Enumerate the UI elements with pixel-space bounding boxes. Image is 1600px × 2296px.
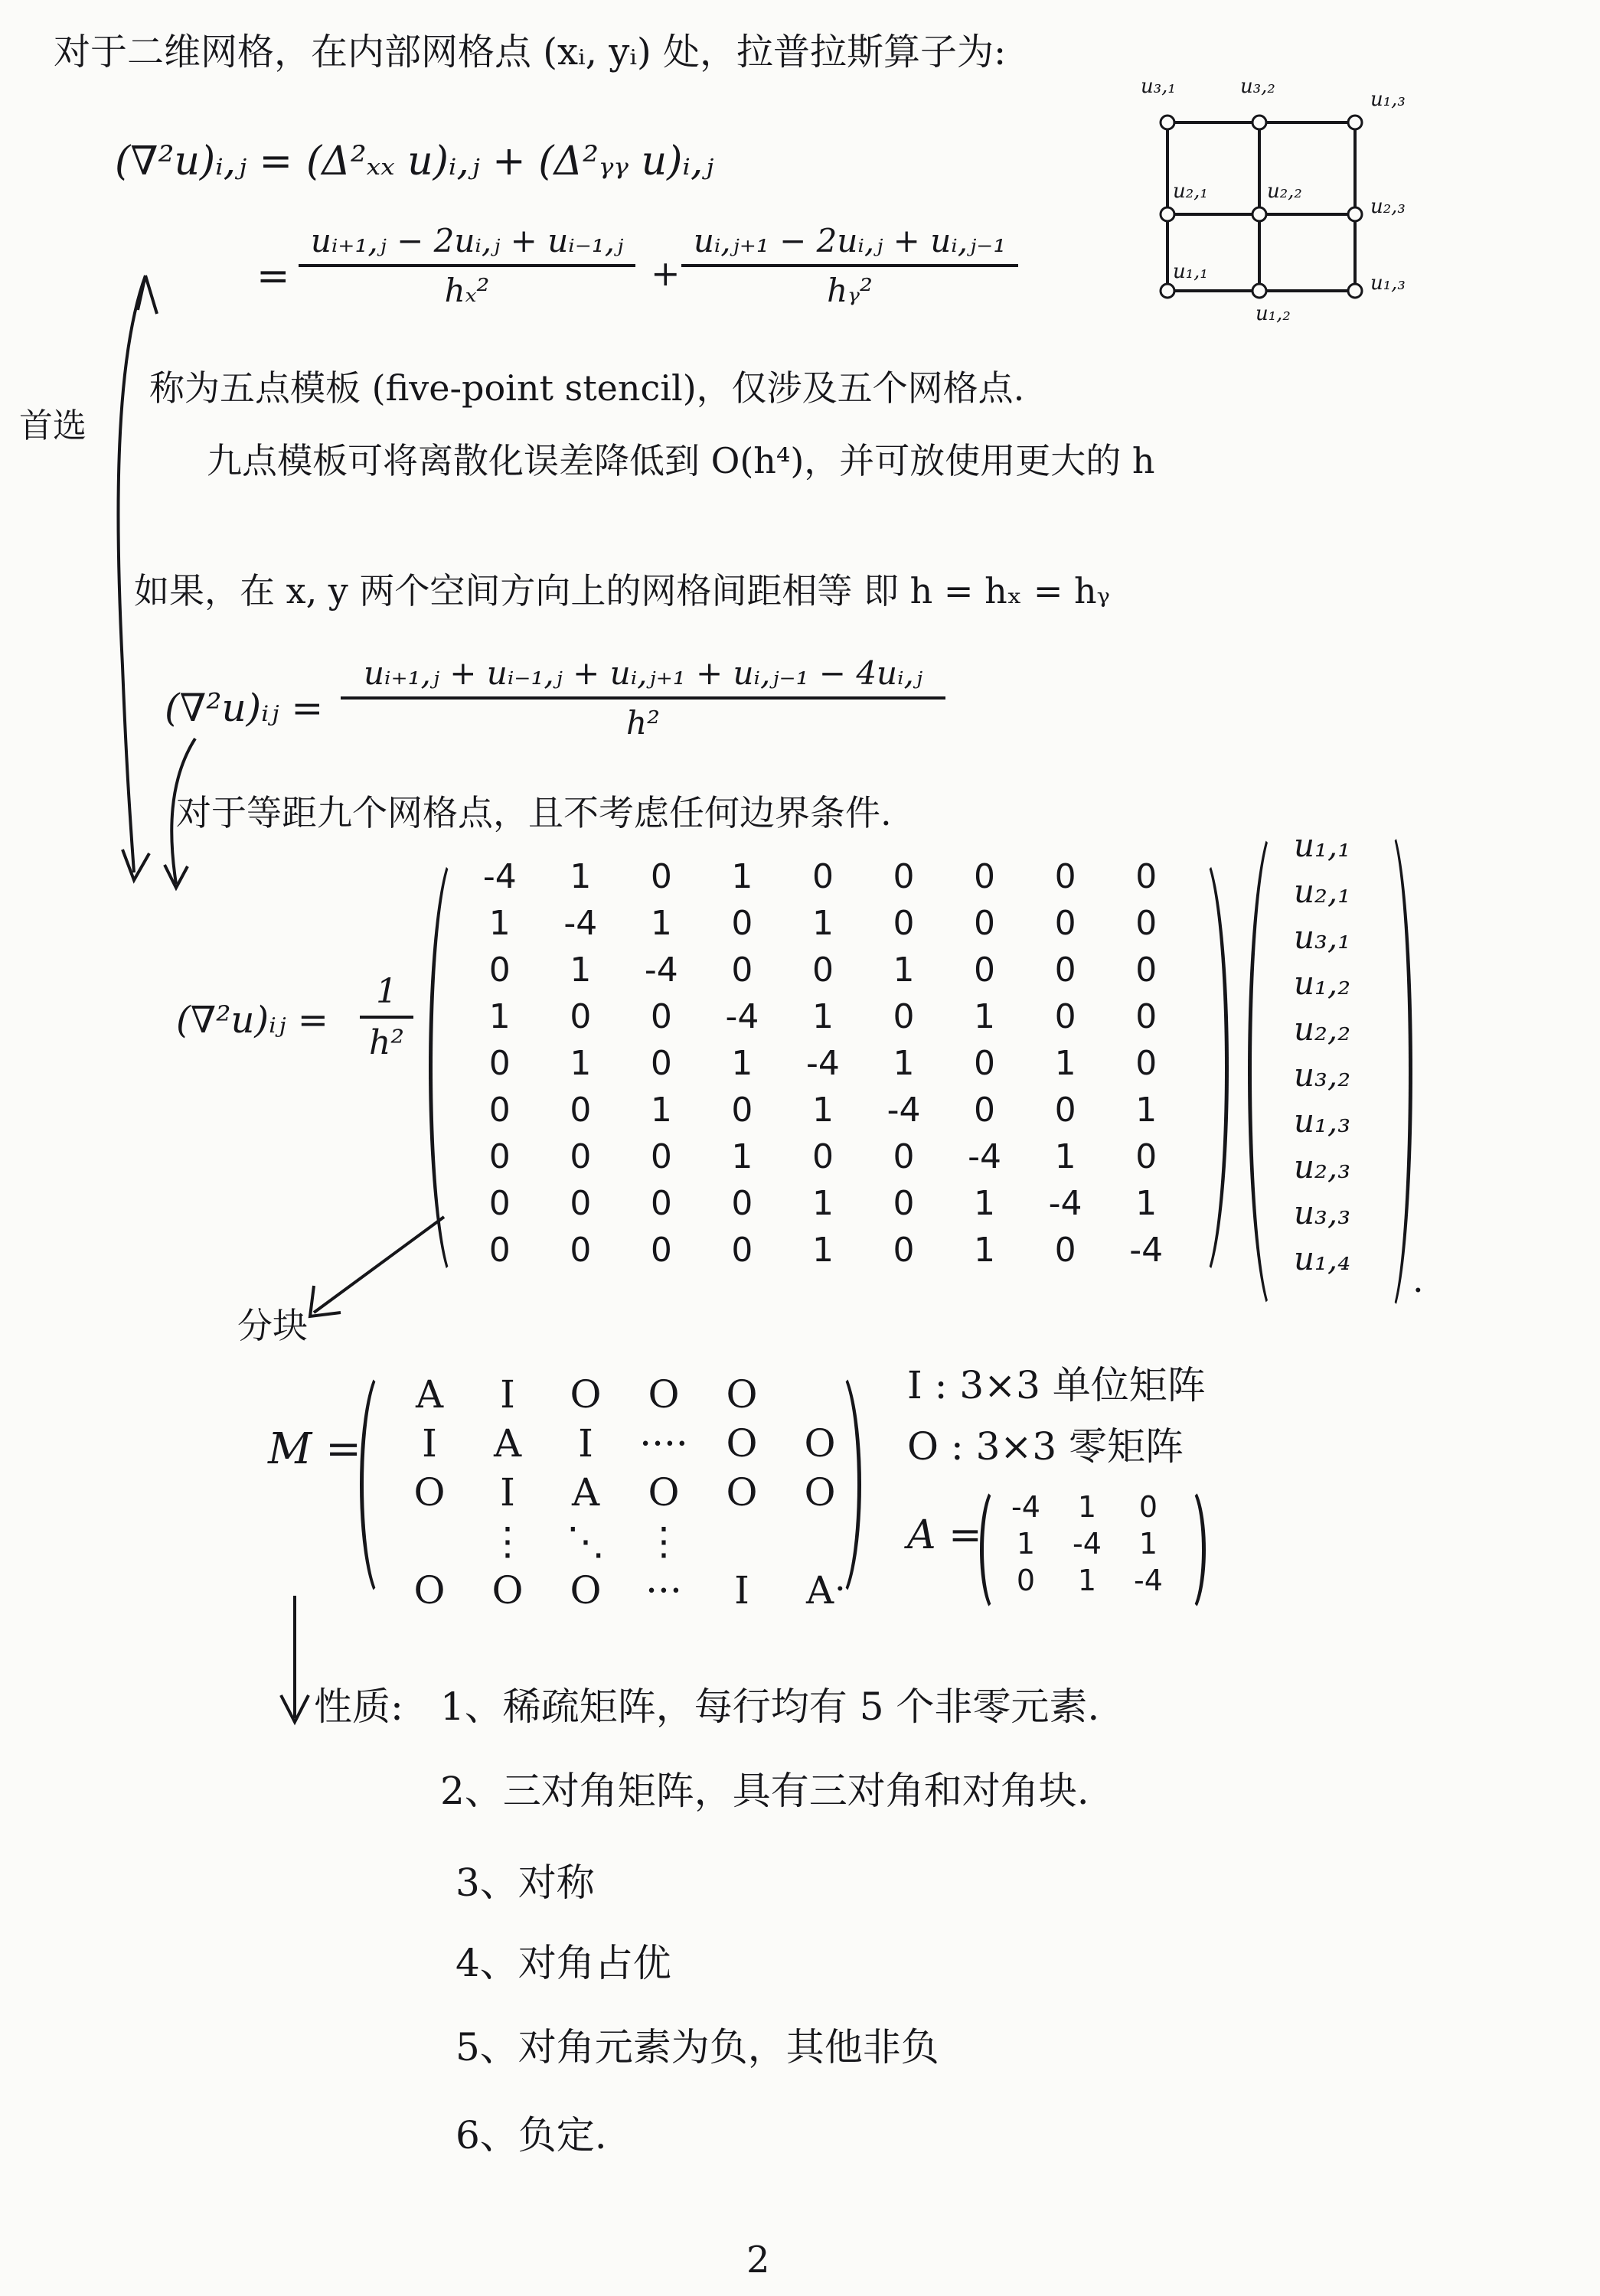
laplacian-matrix [459,853,1187,1270]
grid-label-mid-3: u₂,₃ [1370,195,1406,218]
block-row [390,1566,859,1615]
block-cell: O [570,1568,602,1613]
matrix-cell: 0 [650,857,672,896]
matrix-trailing-period: . [1412,1259,1424,1300]
matrix-cell: 0 [1135,857,1158,896]
laplacian-matrix-table [459,853,1187,1274]
vector-entry: u₁,₂ [1294,964,1351,1002]
grid-label-bottom-2: u₁,₂ [1256,302,1291,325]
a-matrix-table [995,1489,1179,1599]
matrix-cell: 1 [488,904,511,943]
matrix-cell: 0 [570,997,592,1036]
eq3-lhs: (∇²u)ᵢⱼ = [165,686,324,730]
grid-label-mid-2: u₂,₂ [1267,180,1302,203]
a-matrix [995,1489,1179,1599]
block-cell: ⋮ [645,1519,683,1564]
matrix-cell: 0 [1054,1231,1076,1270]
matrix-cell: 0 [488,1231,511,1270]
vector-entry: u₂,₁ [1294,872,1351,910]
matrix-row [459,947,1187,993]
matrix-cell: 0 [488,1091,511,1130]
block-cell: O [570,1372,602,1417]
matrix-cell: 1 [650,904,672,943]
block-cell: I [422,1421,437,1466]
matrix-cell: 1 [974,997,996,1036]
matrix-cell: 1 [1135,1091,1158,1130]
matrix-cell: -4 [968,1137,1001,1176]
matrix-cell: -4 [644,951,678,990]
block-row [390,1419,859,1468]
grid-label-bottom-1: u₁,₁ [1173,260,1208,283]
matrix-cell: 0 [811,857,834,896]
eq2-plus: + [651,253,681,294]
matrix-cell: 1 [893,1044,915,1083]
fraction-bar [341,696,945,700]
matrix-cell: 0 [893,997,915,1036]
eq1-rhs: (Δ²ₓₓ u)ᵢ,ⱼ + (Δ²ᵧᵧ u)ᵢ,ⱼ [306,139,714,184]
matrix-cell: 0 [570,1091,592,1130]
eq2-num-x: uᵢ₊₁,ⱼ − 2uᵢ,ⱼ + uᵢ₋₁,ⱼ [310,222,624,259]
vector-entry: u₂,₃ [1294,1148,1351,1186]
matrix-cell: -4 [725,997,759,1036]
vector-entry: u₃,₃ [1294,1194,1351,1231]
property-item: 6、负定. [456,2113,607,2157]
matrix-cell: 0 [1054,857,1076,896]
page-number: 2 [746,2239,770,2281]
matrix-cell: 1 [570,857,592,896]
matrix-cell: 0 [570,1137,592,1176]
a-row [995,1562,1179,1599]
matrix-cell: -4 [563,904,598,943]
eq3-fraction [341,654,945,742]
matrix-cell: 0 [974,1044,996,1083]
eq3-num: uᵢ₊₁,ⱼ + uᵢ₋₁,ⱼ + uᵢ,ⱼ₊₁ + uᵢ,ⱼ₋₁ − 4uᵢ,ⱼ [363,654,923,692]
grid-label-top-3: u₁,₃ [1370,88,1406,111]
block-label: 分块 [237,1305,308,1346]
matrix-cell: 0 [488,1137,511,1176]
matrix-cell: 1 [811,904,834,943]
property-item: 1、稀疏矩阵，每行均有 5 个非零元素. [440,1684,1100,1729]
matrix-row [459,1087,1187,1133]
eq3-den: h² [626,704,660,742]
a-row [995,1525,1179,1562]
vector-entry: u₁,₄ [1294,1240,1351,1277]
matrix-cell: 1 [1054,1137,1076,1176]
grid-label-mid-1: u₂,₁ [1173,180,1208,203]
block-cell: O [804,1470,836,1515]
a-cell: -4 [1073,1527,1102,1561]
block-cell: A [415,1372,444,1417]
fraction-bar [299,264,635,267]
nine-points-text: 对于等距九个网格点，且不考虑任何边界条件. [176,792,892,833]
coef-num: 1 [376,972,397,1011]
block-cell: ⋮ [488,1519,527,1564]
matrix-cell: 1 [731,1044,753,1083]
a-right-paren [1171,1485,1206,1615]
a-cell: 1 [1138,1527,1158,1561]
matrix-cell: 0 [570,1184,592,1223]
matrix-cell: 0 [893,904,915,943]
a-cell: 0 [1138,1490,1158,1524]
matrix-cell: 0 [731,904,753,943]
matrix-cell: 0 [1135,1137,1158,1176]
block-cell: O [804,1421,836,1466]
matrix-cell: -4 [482,857,517,896]
matrix-cell: 0 [488,951,511,990]
matrix-cell: 1 [974,1231,996,1270]
block-cell: ···· [639,1421,688,1466]
vector-entry: u₁,₁ [1294,827,1351,864]
def-identity: I : 3×3 单位矩阵 [907,1363,1206,1407]
a-row [995,1489,1179,1525]
matrix-cell: 0 [650,1231,672,1270]
matrix-cell: 0 [1135,951,1158,990]
matrix-row [459,1133,1187,1180]
eq1-lhs: (∇²u)ᵢ,ⱼ = [115,139,293,184]
matrix-cell: 0 [811,1137,834,1176]
block-matrix [390,1370,859,1615]
matrix-cell: -4 [806,1044,840,1083]
matrix-cell: 1 [811,1231,834,1270]
matrix-cell: 1 [731,1137,753,1176]
matrix-cell: 0 [974,904,996,943]
matrix-row [459,1227,1187,1274]
vector-entry: u₃,₁ [1294,918,1351,956]
matrix-row [459,853,1187,900]
block-cell: I [500,1470,515,1515]
matrix-cell: 1 [1054,1044,1076,1083]
matrix-cell: 0 [731,1091,753,1130]
matrix-row [459,1180,1187,1227]
property-item: 2、三对角矩阵，具有三对角和对角块. [440,1769,1089,1813]
block-cell [390,1517,469,1566]
matrix-cell: 0 [893,857,915,896]
properties-arrow [272,1592,318,1730]
matrix-cell: 0 [974,857,996,896]
fraction-bar [360,1016,413,1019]
matrix-cell: -4 [1048,1184,1082,1223]
matrix-cell: 0 [570,1231,592,1270]
block-row [390,1468,859,1517]
matrix-cell: 0 [974,1091,996,1130]
block-cell: O [726,1421,758,1466]
matrix-row [459,900,1187,947]
grid-label-top-1: u₃,₁ [1141,75,1176,98]
matrix-cell: 0 [650,1044,672,1083]
matrix-cell: 0 [1135,1044,1158,1083]
matrix-cell: 0 [1054,951,1076,990]
matrix-cell: 0 [811,951,834,990]
matrix-cell: 0 [974,951,996,990]
block-cell: ··· [645,1568,682,1613]
block-cell: O [726,1372,758,1417]
block-matrix-lhs: M = [268,1424,362,1474]
block-cell: O [413,1568,446,1613]
matrix-cell: 1 [811,997,834,1036]
matrix-cell: 0 [1054,997,1076,1036]
matrix-cell: 1 [893,951,915,990]
matrix-cell: 0 [893,1137,915,1176]
matrix-cell: 1 [731,857,753,896]
matrix-cell: 0 [488,1184,511,1223]
matrix-cell: 1 [570,951,592,990]
grid-label-top-2: u₃,₂ [1240,75,1275,98]
coef-den: h² [369,1023,404,1062]
matrix-cell: 0 [650,997,672,1036]
matrix-cell: 0 [1054,904,1076,943]
matrix-row [459,993,1187,1040]
equal-spacing-text: 如果，在 x, y 两个空间方向上的网格间距相等 即 h = hₓ = hᵧ [134,570,1110,612]
matrix-row [459,1040,1187,1087]
def-zero: O : 3×3 零矩阵 [907,1424,1184,1469]
eq2-den-x: hₓ² [444,272,490,309]
block-cell: A [493,1421,522,1466]
block-cell: I [734,1568,749,1613]
matrix-cell: 0 [893,1184,915,1223]
fraction-bar [681,264,1018,267]
eq2-fraction-x [299,222,635,309]
block-cell: I [500,1372,515,1417]
a-cell: 1 [1016,1527,1036,1561]
def-a-lhs: A = [907,1512,982,1558]
block-cell: A [805,1568,834,1613]
matrix-cell: 1 [488,997,511,1036]
properties-title: 性质: [314,1684,403,1729]
eq2-den-y: hᵧ² [827,272,873,309]
matrix-cell: 0 [731,1231,753,1270]
matrix-cell: 1 [570,1044,592,1083]
matrix-cell: 0 [731,951,753,990]
a-cell: 1 [1077,1490,1097,1524]
block-arrow [291,1209,459,1332]
property-item: 3、对称 [456,1861,595,1905]
matrix-cell: -4 [1129,1231,1164,1270]
block-cell [703,1517,781,1566]
block-cell: O [726,1470,758,1515]
matrix-cell: 1 [1135,1184,1158,1223]
vector-entry: u₃,₂ [1294,1056,1351,1094]
block-trailing-period: . [834,1557,846,1599]
matrix-cell: 0 [1135,997,1158,1036]
matrix-cell: 1 [974,1184,996,1223]
property-item: 5、对角元素为负，其他非负 [456,2025,939,2069]
block-matrix-table [390,1370,859,1615]
eq2-num-y: uᵢ,ⱼ₊₁ − 2uᵢ,ⱼ + uᵢ,ⱼ₋₁ [693,222,1007,259]
matrix-cell: 1 [811,1184,834,1223]
a-cell: 1 [1077,1564,1097,1597]
matrix-cell: -4 [887,1091,921,1130]
matrix-right-paren [1171,850,1229,1286]
block-cell: ⋱ [567,1519,605,1564]
matrix-cell: 0 [893,1231,915,1270]
stencil-line-2: 九点模板可将离散化误差降低到 O(h⁴)，并可放使用更大的 h [207,440,1155,481]
a-cell: 0 [1016,1564,1036,1597]
block-cell: O [491,1568,524,1613]
block-cell: O [648,1470,680,1515]
a-cell: -4 [1134,1564,1163,1597]
block-cell: A [571,1470,600,1515]
grid-label-bottom-3: u₁,₃ [1370,272,1406,295]
matrix-cell: 0 [731,1184,753,1223]
matrix-cell: 0 [650,1184,672,1223]
block-cell: O [648,1372,680,1417]
eq2-fraction-y [681,222,1018,309]
matrix-cell: 0 [1135,904,1158,943]
intro-text: 对于二维网格，在内部网格点 (xᵢ, yᵢ) 处，拉普拉斯算子为: [54,31,1007,73]
matrix-cell: 0 [1054,1091,1076,1130]
side-note: 首选 [19,406,87,445]
matrix-cell: 1 [811,1091,834,1130]
block-cell: I [578,1421,593,1466]
matrix-eq-lhs: (∇²u)ᵢⱼ = [176,999,328,1042]
matrix-cell: 0 [650,1137,672,1176]
matrix-cell: 1 [650,1091,672,1130]
vector-entry: u₂,₂ [1294,1010,1351,1048]
vector-entry: u₁,₃ [1294,1102,1351,1140]
matrix-coefficient [360,972,413,1062]
grid-diagram-svg [1141,69,1592,344]
vector-right-paren [1363,823,1412,1320]
block-row [390,1370,859,1419]
matrix-cell: 0 [488,1044,511,1083]
property-item: 4、对角占优 [456,1941,671,1985]
a-cell: -4 [1011,1490,1040,1524]
block-cell: O [413,1470,446,1515]
grid-diagram [1141,69,1592,344]
stencil-line-1: 称为五点模板 (five-point stencil)，仅涉及五个网格点. [149,367,1025,409]
block-row [390,1517,859,1566]
eq2-equals: = [256,253,290,299]
